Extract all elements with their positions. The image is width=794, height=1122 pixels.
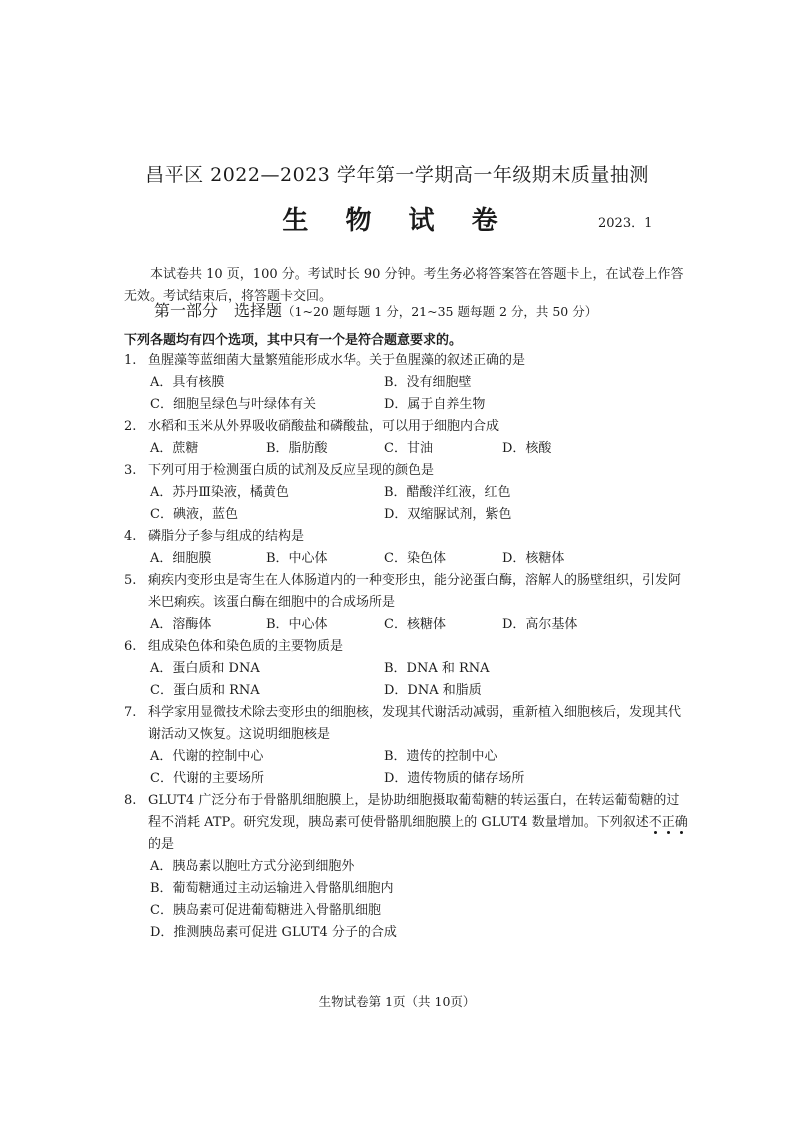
- question-6: [124, 636, 689, 702]
- question-number: 4.: [124, 529, 137, 544]
- emphasis-char: 不: [648, 815, 662, 830]
- option-d: D．遗传物质的储存场所: [384, 771, 525, 786]
- option-b: B．遗传的控制中心: [384, 749, 498, 764]
- option-c: C．胰岛素可促进葡萄糖进入骨骼肌细胞: [150, 903, 381, 918]
- question-number: 6.: [124, 639, 137, 654]
- question-number: 5.: [124, 573, 137, 588]
- option-a: A．蛋白质和 DNA: [150, 661, 260, 676]
- question-stem: 科学家用显微技术除去变形虫的细胞核，发现其代谢活动减弱，重新植入细胞核后，发现其代谢活动又恢复。这说明细胞核是: [148, 705, 682, 742]
- option-a: A．胰岛素以胞吐方式分泌到细胞外: [150, 859, 355, 874]
- option-d: D．高尔基体: [502, 617, 578, 632]
- question-number: 8.: [124, 793, 137, 808]
- option-d: D．核酸: [502, 441, 552, 456]
- question-4: [124, 526, 689, 570]
- question-8: [124, 790, 689, 944]
- question-stem: 鱼腥藻等蓝细菌大量繁殖能形成水华。关于鱼腥藻的叙述正确的是: [148, 353, 526, 368]
- question-5: [124, 570, 689, 636]
- option-c: C．碘液，蓝色: [150, 507, 238, 522]
- option-a: A．蔗糖: [150, 441, 199, 456]
- stem-text: 的是: [148, 837, 175, 852]
- option-d: D．核糖体: [502, 551, 565, 566]
- section-scoring-note: （1~20 题每题 1 分，21~35 题每题 2 分，共 50 分）: [282, 304, 598, 319]
- option-c: C．细胞呈绿色与叶绿体有关: [150, 397, 316, 412]
- question-stem: 下列可用于检测蛋白质的试剂及反应呈现的颜色是: [148, 463, 435, 478]
- exam-title: 昌平区 2022—2023 学年第一学期高一年级期末质量抽测: [145, 164, 649, 186]
- option-a: A．溶酶体: [150, 617, 212, 632]
- stem-text: GLUT4 广泛分布于骨骼肌细胞膜上，是协助细胞摄取葡萄糖的转运蛋白，在转运葡萄糖的过程不消耗 ATP。研究发现，胰岛素可使骨骼肌细胞膜上的 GLUT4 数量增加。下列叙述: [148, 793, 680, 830]
- option-b: B．DNA 和 RNA: [384, 661, 490, 676]
- question-number: 2.: [124, 419, 137, 434]
- question-number: 7.: [124, 705, 137, 720]
- option-b: B．中心体: [266, 551, 328, 566]
- option-b: B．葡萄糖通过主动运输进入骨骼肌细胞内: [150, 881, 394, 896]
- question-3: [124, 460, 689, 526]
- option-d: D．推测胰岛素可促进 GLUT4 分子的合成: [150, 925, 397, 940]
- option-b: B．醋酸洋红液，红色: [384, 485, 511, 500]
- subject-title: 生 物 试 卷: [282, 206, 512, 236]
- section-heading: [154, 298, 597, 321]
- option-b: B．没有细胞壁: [384, 375, 472, 390]
- option-c: C．核糖体: [384, 617, 446, 632]
- question-1: [124, 350, 689, 416]
- option-c: C．代谢的主要场所: [150, 771, 264, 786]
- option-c: C．甘油: [384, 441, 433, 456]
- option-a: A．细胞膜: [150, 551, 212, 566]
- option-d: D．DNA 和脂质: [384, 683, 482, 698]
- question-stem: 磷脂分子参与组成的结构是: [148, 529, 305, 544]
- question-7: [124, 702, 689, 790]
- question-stem: 痢疾内变形虫是寄生在人体肠道内的一种变形虫，能分泌蛋白酶，溶解人的肠壁组织，引发阿米巴痢疾。该蛋白酶在细胞中的合成场所是: [148, 573, 682, 610]
- option-b: B．脂肪酸: [266, 441, 328, 456]
- page-footer: 生物试卷第 1页（共 10页）: [318, 994, 476, 1009]
- exam-date: 2023．1: [598, 216, 653, 231]
- question-number: 3.: [124, 463, 137, 478]
- question-instruction: 下列各题均有四个选项，其中只有一个是符合题意要求的。: [124, 333, 463, 348]
- question-2: [124, 416, 689, 460]
- option-a: A．具有核膜: [150, 375, 225, 390]
- question-stem: [148, 790, 689, 856]
- question-number: 1.: [124, 353, 137, 368]
- option-c: C．蛋白质和 RNA: [150, 683, 260, 698]
- option-a: A．苏丹Ⅲ染液，橘黄色: [150, 485, 289, 500]
- emphasis-char: 正: [661, 815, 675, 830]
- question-stem: 组成染色体和染色质的主要物质是: [148, 639, 344, 654]
- option-a: A．代谢的控制中心: [150, 749, 264, 764]
- option-d: D．双缩脲试剂，紫色: [384, 507, 512, 522]
- emphasis-char: 确: [674, 815, 688, 830]
- option-b: B．中心体: [266, 617, 328, 632]
- question-stem: 水稻和玉米从外界吸收硝酸盐和磷酸盐，可以用于细胞内合成: [148, 419, 500, 434]
- option-d: D．属于自养生物: [384, 397, 486, 412]
- exam-instructions: 本试卷共 10 页，100 分。考试时长 90 分钟。考生务必将答案答在答题卡上，在试卷上作答无效。考试结束后，将答题卡交回。: [124, 267, 684, 304]
- option-c: C．染色体: [384, 551, 446, 566]
- section-title: 第一部分 选择题: [154, 301, 283, 320]
